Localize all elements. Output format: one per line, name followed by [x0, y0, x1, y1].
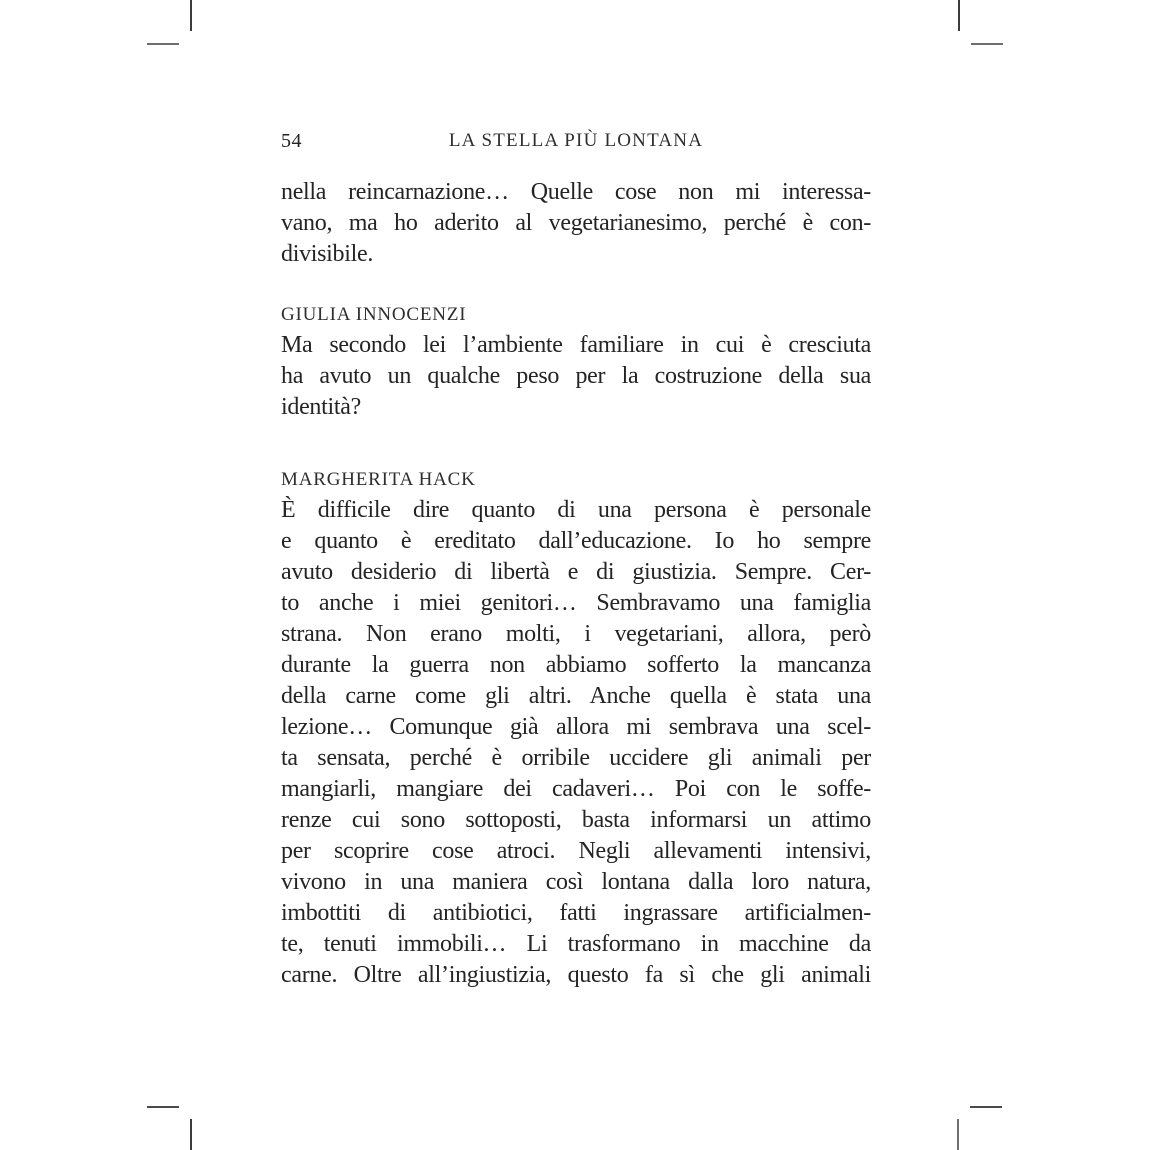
text-line: vivono in una maniera così lontana dalla loro natura,	[281, 869, 871, 895]
paragraph-continuation	[281, 177, 871, 270]
text-line: divisibile.	[281, 241, 374, 267]
text-line: e quanto è ereditato dall’educazione. Io ho sempre	[281, 528, 871, 554]
text-line: vano, ma ho aderito al vegetarianesimo, perché è con-	[281, 210, 871, 236]
paragraph-lines	[281, 495, 871, 991]
running-header-title: LA STELLA PIÙ LONTANA	[448, 130, 704, 151]
text-line: renze cui sono sottoposti, basta informarsi un attimo	[281, 807, 871, 833]
crop-mark-bottom-left-horizontal	[147, 1106, 179, 1108]
text-line: to anche i miei genitori… Sembravamo una famiglia	[281, 590, 871, 616]
crop-mark-top-right-horizontal	[971, 43, 1003, 45]
text-line: imbottiti di antibiotici, fatti ingrassare artificialmen-	[281, 900, 871, 926]
crop-mark-bottom-right-horizontal	[970, 1106, 1002, 1108]
text-line: carne. Oltre all’ingiustizia, questo fa sì che gli animali	[281, 962, 871, 988]
text-line: avuto desiderio di libertà e di giustizia. Sempre. Cer-	[281, 559, 871, 585]
crop-mark-bottom-right-vertical	[957, 1119, 959, 1150]
text-line: ta sensata, perché è orribile uccidere gli animali per	[281, 745, 871, 771]
page-number: 54	[281, 130, 302, 152]
running-head	[281, 130, 871, 152]
text-line: strana. Non erano molti, i vegetariani, allora, però	[281, 621, 871, 647]
crop-mark-top-right-vertical	[958, 0, 960, 31]
dialogue-block-innocenzi	[281, 299, 871, 423]
crop-mark-top-left-vertical	[190, 0, 192, 31]
text-line: della carne come gli altri. Anche quella è stata una	[281, 683, 871, 709]
text-line: Ma secondo lei l’ambiente familiare in cui è cresciuta	[281, 332, 871, 358]
paragraph-lines	[281, 330, 871, 423]
speaker-name: MARGHERITA HACK	[281, 469, 476, 490]
text-line: durante la guerra non abbiamo sofferto la mancanza	[281, 652, 871, 678]
dialogue-block-hack	[281, 464, 871, 991]
text-line: nella reincarnazione… Quelle cose non mi interessa-	[281, 179, 871, 205]
text-line: lezione… Comunque già allora mi sembrava una scel-	[281, 714, 871, 740]
crop-mark-bottom-left-vertical	[190, 1119, 192, 1150]
text-line: mangiarli, mangiare dei cadaveri… Poi con le soffe-	[281, 776, 871, 802]
text-line: È difficile dire quanto di una persona è personale	[281, 497, 871, 523]
text-line: per scoprire cose atroci. Negli allevamenti intensivi,	[281, 838, 871, 864]
text-line: identità?	[281, 394, 361, 420]
text-line: te, tenuti immobili… Li trasformano in macchine da	[281, 931, 871, 957]
text-line: ha avuto un qualche peso per la costruzione della sua	[281, 363, 871, 389]
crop-mark-top-left-horizontal	[147, 43, 179, 45]
paragraph-lines	[281, 177, 871, 270]
speaker-name: GIULIA INNOCENZI	[281, 304, 467, 325]
